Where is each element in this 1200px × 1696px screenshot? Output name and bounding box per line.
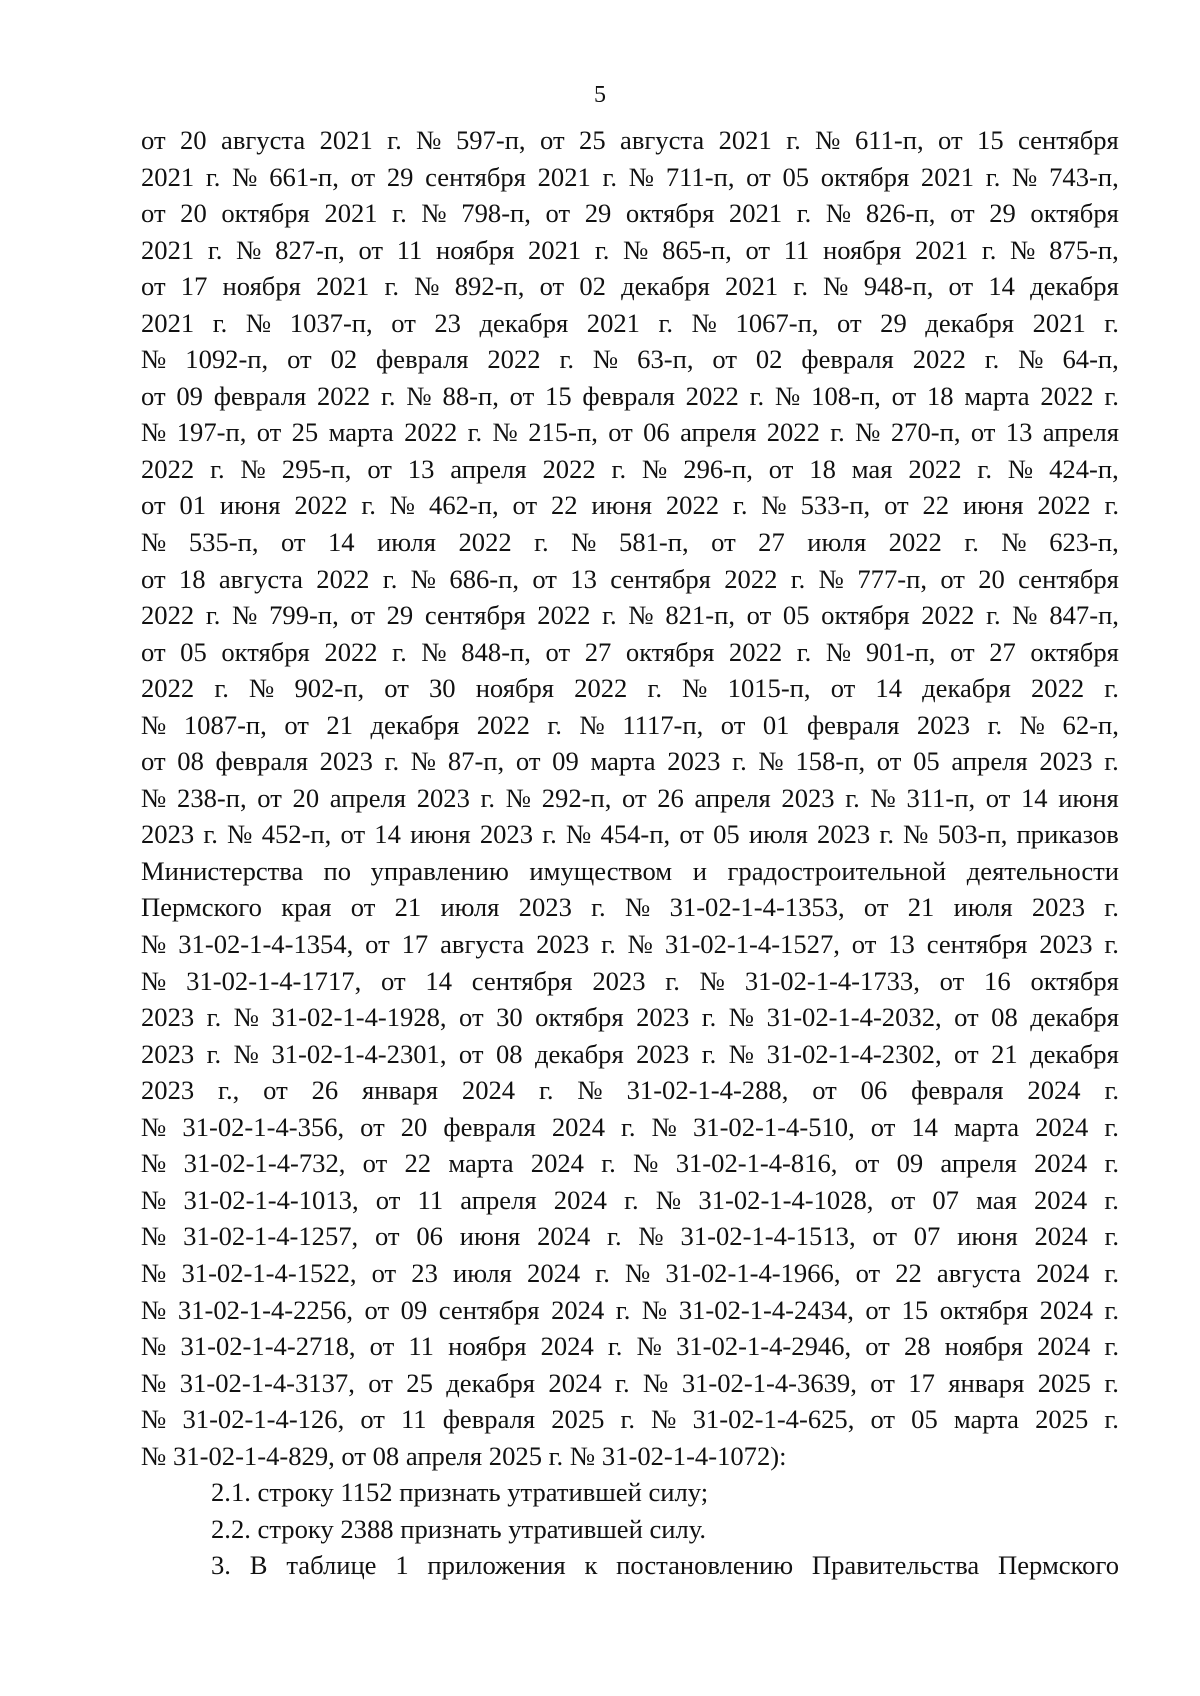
text-line: 3. В таблице 1 приложения к постановлению Правительства Пермского — [211, 1550, 1119, 1581]
paragraph-3-first-line — [141, 1547, 1119, 1584]
text-line: 2023 г. № 31-02-1-4-2301, от 08 декабря 2023 г. № 31-02-1-4-2302, от 21 декабря — [141, 1038, 1119, 1069]
text-line: № 31-02-1-4-1522, от 23 июля 2024 г. № 31-02-1-4-1966, от 22 августа 2024 г. — [141, 1257, 1119, 1288]
text-line: Министерства по управлению имуществом и градостроительной деятельности — [141, 855, 1119, 886]
text-line: № 31-02-1-4-2256, от 09 сентября 2024 г. № 31-02-1-4-2434, от 15 октября 2024 г. — [141, 1294, 1119, 1325]
text-line: от 08 февраля 2023 г. № 87-п, от 09 марта 2023 г. № 158-п, от 05 апреля 2023 г. — [141, 746, 1119, 777]
text-line: № 535-п, от 14 июля 2022 г. № 581-п, от 27 июля 2022 г. № 623-п, — [141, 527, 1119, 558]
paragraph-continuation — [141, 122, 1119, 1438]
text-line: № 31-02-1-4-126, от 11 февраля 2025 г. № 31-02-1-4-625, от 05 марта 2025 г. — [141, 1404, 1119, 1435]
text-line: от 20 октября 2021 г. № 798-п, от 29 октября 2021 г. № 826-п, от 29 октября — [141, 198, 1119, 229]
text-line: 2022 г. № 902-п, от 30 ноября 2022 г. № 1015-п, от 14 декабря 2022 г. — [141, 673, 1119, 704]
text-line: № 1087-п, от 21 декабря 2022 г. № 1117-п, от 01 февраля 2023 г. № 62-п, — [141, 709, 1119, 740]
list-item-2-1: 2.1. строку 1152 признать утратившей силу; — [211, 1477, 709, 1508]
text-line: 2022 г. № 799-п, от 29 сентября 2022 г. № 821-п, от 05 октября 2022 г. № 847-п, — [141, 600, 1119, 631]
text-line: № 31-02-1-4-356, от 20 февраля 2024 г. № 31-02-1-4-510, от 14 марта 2024 г. — [141, 1111, 1119, 1142]
text-line: 2021 г. № 827-п, от 11 ноября 2021 г. № 865-п, от 11 ноября 2021 г. № 875-п, — [141, 234, 1119, 265]
text-line: № 238-п, от 20 апреля 2023 г. № 292-п, от 26 апреля 2023 г. № 311-п, от 14 июня — [141, 782, 1119, 813]
text-line: от 17 ноября 2021 г. № 892-п, от 02 декабря 2021 г. № 948-п, от 14 декабря — [141, 271, 1119, 302]
body-text — [141, 122, 1119, 1584]
text-line: № 31-02-1-4-3137, от 25 декабря 2024 г. № 31-02-1-4-3639, от 17 января 2025 г. — [141, 1367, 1119, 1398]
text-line: 2023 г., от 26 января 2024 г. № 31-02-1-4-288, от 06 февраля 2024 г. — [141, 1075, 1119, 1106]
text-line: 2022 г. № 295-п, от 13 апреля 2022 г. № 296-п, от 18 мая 2022 г. № 424-п, — [141, 453, 1119, 484]
text-line: № 31-02-1-4-732, от 22 марта 2024 г. № 31-02-1-4-816, от 09 апреля 2024 г. — [141, 1148, 1119, 1179]
text-line: 2021 г. № 661-п, от 29 сентября 2021 г. № 711-п, от 05 октября 2021 г. № 743-п, — [141, 161, 1119, 192]
text-line: от 18 августа 2022 г. № 686-п, от 13 сентября 2022 г. № 777-п, от 20 сентября — [141, 563, 1119, 594]
list-item-2-2: 2.2. строку 2388 признать утратившей силу. — [211, 1513, 707, 1544]
text-line: № 31-02-1-4-1354, от 17 августа 2023 г. № 31-02-1-4-1527, от 13 сентября 2023 г. — [141, 929, 1119, 960]
text-line: Пермского края от 21 июля 2023 г. № 31-02-1-4-1353, от 21 июля 2023 г. — [141, 892, 1119, 923]
text-line: от 05 октября 2022 г. № 848-п, от 27 октября 2022 г. № 901-п, от 27 октября — [141, 636, 1119, 667]
text-line: № 197-п, от 25 марта 2022 г. № 215-п, от 06 апреля 2022 г. № 270-п, от 13 апреля — [141, 417, 1119, 448]
page-number: 5 — [594, 82, 606, 108]
text-line: № 1092-п, от 02 февраля 2022 г. № 63-п, от 02 февраля 2022 г. № 64-п, — [141, 344, 1119, 375]
paragraph-last-line: № 31-02-1-4-829, от 08 апреля 2025 г. № 31-02-1-4-1072): — [141, 1440, 787, 1471]
text-line: № 31-02-1-4-2718, от 11 ноября 2024 г. № 31-02-1-4-2946, от 28 ноября 2024 г. — [141, 1331, 1119, 1362]
text-line: от 20 августа 2021 г. № 597-п, от 25 августа 2021 г. № 611-п, от 15 сентября — [141, 125, 1119, 155]
text-line: 2021 г. № 1037-п, от 23 декабря 2021 г. № 1067-п, от 29 декабря 2021 г. — [141, 307, 1119, 338]
text-line: № 31-02-1-4-1013, от 11 апреля 2024 г. № 31-02-1-4-1028, от 07 мая 2024 г. — [141, 1184, 1119, 1215]
text-line: № 31-02-1-4-1257, от 06 июня 2024 г. № 31-02-1-4-1513, от 07 июня 2024 г. — [141, 1221, 1119, 1252]
text-line: от 01 июня 2022 г. № 462-п, от 22 июня 2022 г. № 533-п, от 22 июня 2022 г. — [141, 490, 1119, 521]
text-line: 2023 г. № 452-п, от 14 июня 2023 г. № 454-п, от 05 июля 2023 г. № 503-п, приказов — [141, 819, 1119, 850]
text-line: от 09 февраля 2022 г. № 88-п, от 15 февраля 2022 г. № 108-п, от 18 марта 2022 г. — [141, 380, 1119, 411]
text-line: № 31-02-1-4-1717, от 14 сентября 2023 г. № 31-02-1-4-1733, от 16 октября — [141, 965, 1119, 996]
text-line: 2023 г. № 31-02-1-4-1928, от 30 октября 2023 г. № 31-02-1-4-2032, от 08 декабря — [141, 1002, 1119, 1033]
